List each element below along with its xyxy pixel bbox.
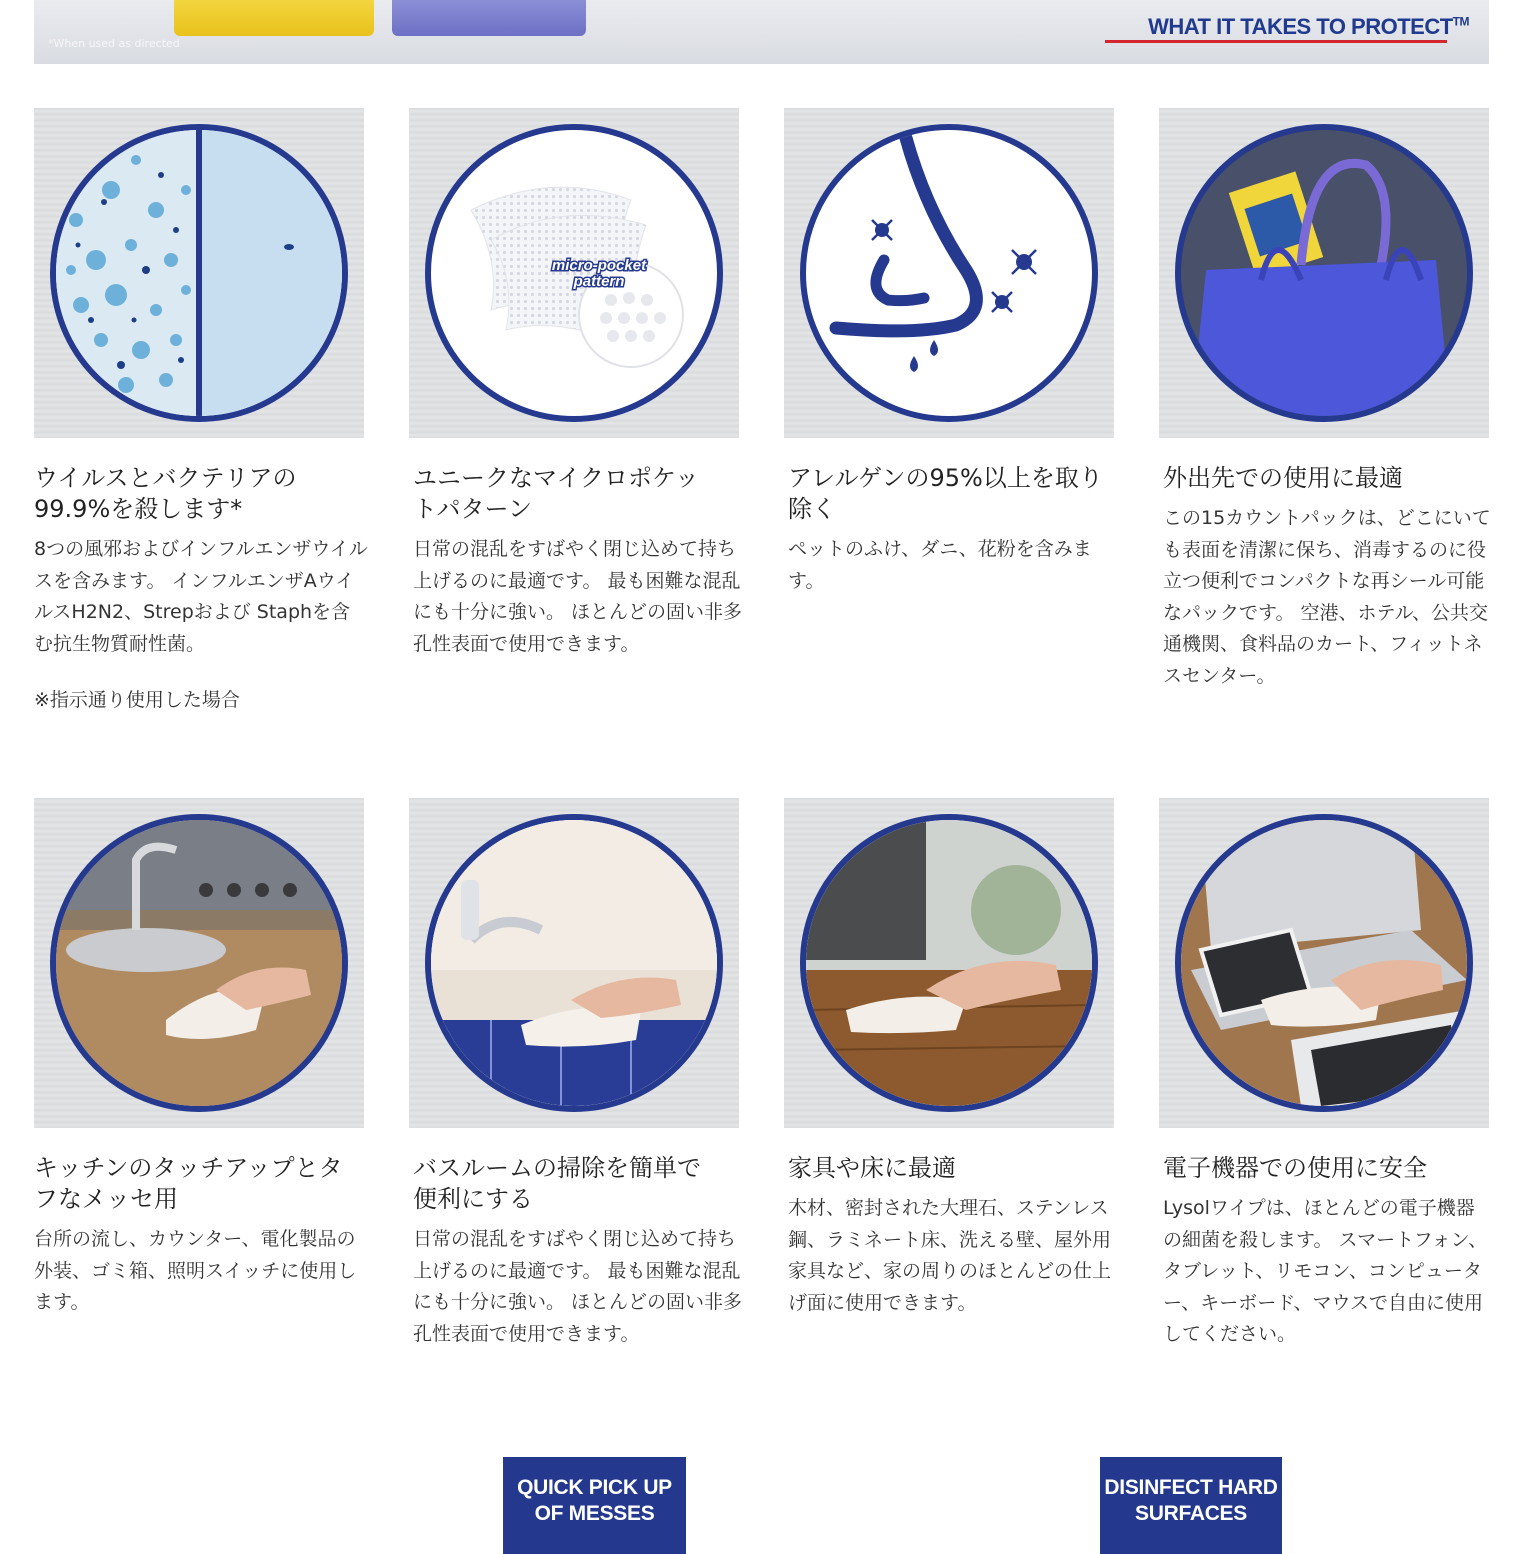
feature-heading-kitchen: キッチンのタッチアップとタフなメッセ用	[34, 1154, 343, 1213]
furniture-wipe-icon	[800, 814, 1098, 1112]
feature-body-bathroom: 日常の混乱をすばやく閉じ込めて持ち上げるのに最適です。 最も困難な混乱にも十分に強い。 ほとんどの固い非多孔性表面で使用できます。	[413, 1228, 743, 1345]
yellow-package-image	[174, 0, 374, 36]
feature-body-electronics: Lysolワイプは、ほとんどの電子機器の細菌を殺します。 スマートフォン、タブレット、リモコン、コンピューター、キーボード、マウスで自由に使用してください。	[1163, 1197, 1488, 1345]
feature-heading-bathroom: バスルームの掃除を簡単で便利にする	[413, 1154, 701, 1213]
slogan-underline	[1105, 40, 1447, 43]
feature-image-kitchen	[34, 798, 364, 1128]
feature-heading-furniture: 家具や床に最適	[788, 1154, 956, 1182]
micro-pocket-wipe-icon	[425, 124, 723, 422]
feature-body-on-the-go: この15カウントパックは、どこにいても表面を清潔に保ち、消毒するのに役立つ便利でコンパクトな再シール可能なパックです。 空港、ホテル、公共交通機関、食料品のカート、フィットネスセンター。	[1163, 507, 1491, 687]
germ-comparison-icon	[50, 124, 348, 422]
feature-image-allergen	[784, 108, 1114, 438]
badge-line-1: DISINFECT HARD	[1104, 1476, 1278, 1499]
feature-image-electronics	[1159, 798, 1489, 1128]
nose-allergen-icon	[800, 124, 1098, 422]
badge-line-2: OF MESSES	[534, 1502, 655, 1525]
feature-heading-electronics: 電子機器での使用に安全	[1163, 1154, 1427, 1182]
feature-body-kitchen: 台所の流し、カウンター、電化製品の外装、ゴミ箱、照明スイッチに使用します。	[34, 1228, 357, 1313]
badge-line-2: SURFACES	[1135, 1502, 1247, 1525]
badge-line-1: QUICK PICK UP	[517, 1476, 672, 1499]
feature-heading-allergen: アレルゲンの95%以上を取り除く	[788, 464, 1103, 523]
bathroom-wipe-icon	[425, 814, 723, 1112]
handbag-icon	[1175, 124, 1473, 422]
badge-disinfect-hard-surfaces	[1100, 1457, 1282, 1554]
pattern-label: pattern	[573, 273, 625, 290]
feature-footnote: ※指示通り使用した場合	[34, 689, 240, 711]
feature-image-micro-pocket	[409, 108, 739, 438]
top-banner	[34, 0, 1489, 64]
purple-package-image	[392, 0, 586, 36]
feature-image-furniture	[784, 798, 1114, 1128]
banner-slogan: WHAT IT TAKES TO PROTECT™	[1148, 14, 1469, 39]
electronics-wipe-icon	[1175, 814, 1473, 1112]
micro-pocket-label: micro-pocket	[551, 257, 647, 274]
feature-body-allergen: ペットのふけ、ダニ、花粉を含みます。	[788, 538, 1092, 592]
feature-image-bathroom	[409, 798, 739, 1128]
feature-heading-micro-pocket: ユニークなマイクロポケットパターン	[413, 464, 699, 523]
kitchen-wipe-icon	[50, 814, 348, 1112]
banner-footnote: *When used as directed	[48, 37, 180, 50]
feature-body-germ-kill: 8つの風邪およびインフルエンザウイルスを含みます。 インフルエンザAウイルスH2N2、Strepおよび Staphを含む抗生物質耐性菌。	[34, 538, 368, 655]
badge-quick-pick-up	[503, 1457, 686, 1554]
feature-heading-germ-kill: ウイルスとバクテリアの99.9%を殺します*	[34, 464, 297, 523]
feature-body-micro-pocket: 日常の混乱をすばやく閉じ込めて持ち上げるのに最適です。 最も困難な混乱にも十分に強い。 ほとんどの固い非多孔性表面で使用できます。	[413, 538, 743, 655]
feature-heading-on-the-go: 外出先での使用に最適	[1163, 464, 1403, 492]
feature-body-furniture: 木材、密封された大理石、ステンレス鋼、ラミネート床、洗える壁、屋外用家具など、家の周りのほとんどの仕上げ面に使用できます。	[788, 1197, 1112, 1314]
feature-image-germ-kill	[34, 108, 364, 438]
feature-image-on-the-go	[1159, 108, 1489, 438]
